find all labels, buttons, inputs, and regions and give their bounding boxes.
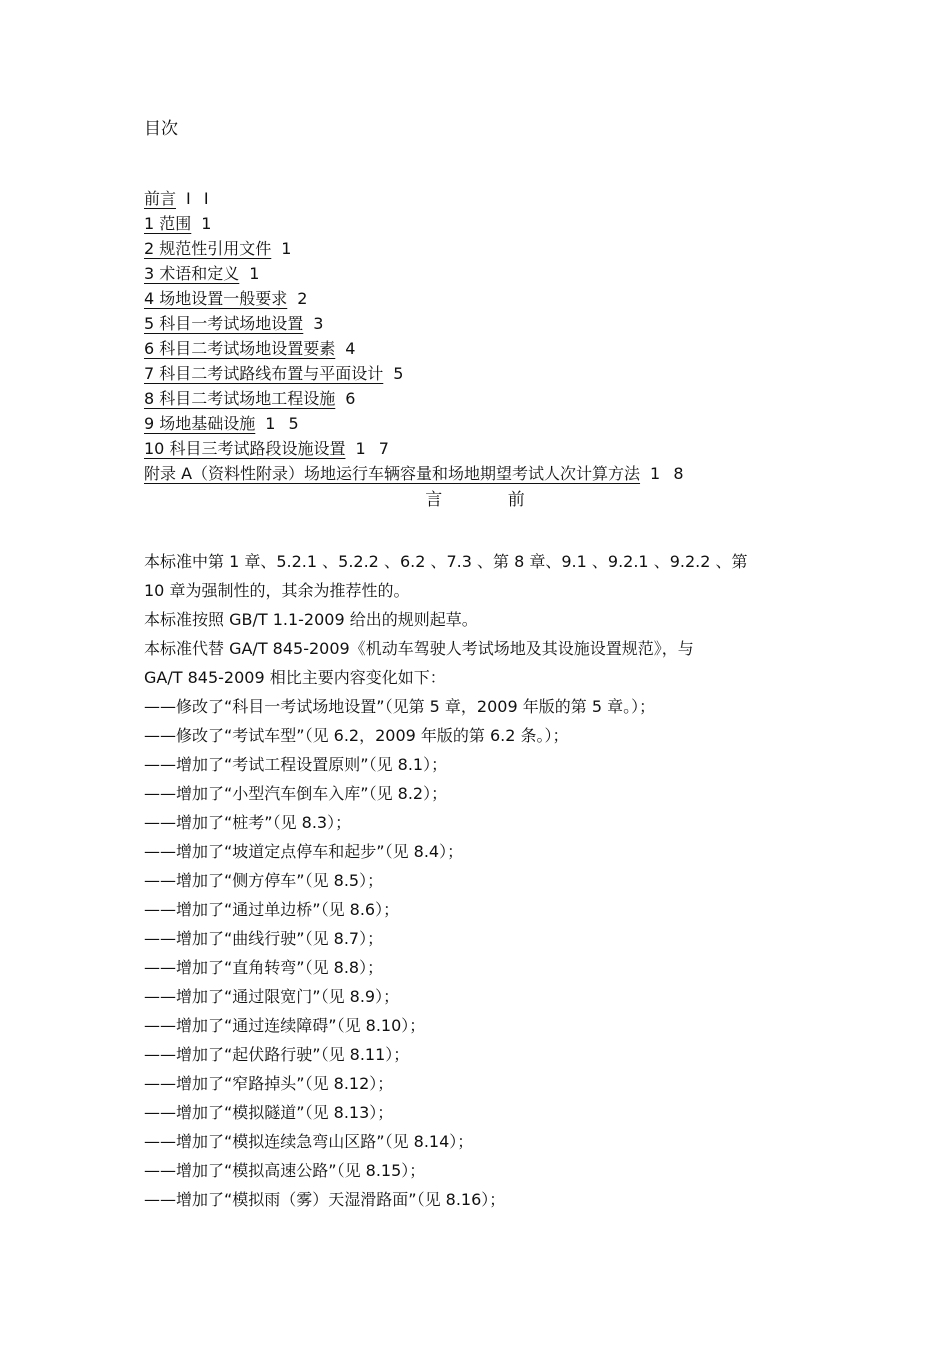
- change-list-item: ——增加了“模拟雨（雾）天湿滑路面”（见 8.16）；: [144, 1190, 506, 1209]
- change-list-item: ——增加了“通过连续障碍”（见 8.10）；: [144, 1016, 426, 1035]
- toc-link-subject-two-elements[interactable]: 6 科目二考试场地设置要素: [144, 339, 336, 358]
- toc-link-normative-references[interactable]: 2 规范性引用文件: [144, 239, 272, 258]
- paragraph-line: 10 章为强制性的，其余为推荐性的。: [144, 581, 410, 600]
- toc-link-subject-three[interactable]: 10 科目三考试路段设施设置: [144, 439, 346, 458]
- toc-link-foreword[interactable]: 前言: [144, 189, 177, 208]
- preface-title: 言 前: [425, 490, 555, 510]
- toc-link-general-requirements[interactable]: 4 场地设置一般要求: [144, 289, 288, 308]
- toc-page-number: 1 8: [650, 464, 688, 483]
- change-list-item: ——增加了“通过限宽门”（见 8.9）；: [144, 987, 400, 1006]
- preface-body: [144, 547, 814, 1214]
- toc-link-infrastructure[interactable]: 9 场地基础设施: [144, 414, 256, 433]
- toc-title: 目次: [144, 119, 178, 139]
- change-list-item: ——增加了“起伏路行驶”（见 8.11）；: [144, 1045, 410, 1064]
- toc-page-number: 1 7: [355, 439, 393, 458]
- toc-page-number: 3: [313, 314, 328, 333]
- paragraph-line: 本标准中第 1 章、5.2.1 、5.2.2 、6.2 、7.3 、第 8 章、9.1 、9.2.1 、9.2.2 、第: [144, 552, 748, 571]
- change-list-item: ——增加了“桩考”（见 8.3）；: [144, 813, 352, 832]
- change-list-item: ——修改了“考试车型”（见 6.2，2009 年版的第 6.2 条。）；: [144, 726, 569, 745]
- toc-link-scope[interactable]: 1 范围: [144, 214, 192, 233]
- change-list-item: ——增加了“小型汽车倒车入库”（见 8.2）；: [144, 784, 448, 803]
- change-list-item: ——增加了“模拟隧道”（见 8.13）；: [144, 1103, 394, 1122]
- toc-item-infrastructure: [144, 411, 688, 436]
- toc-item-appendix-a: [144, 461, 688, 486]
- table-of-contents: [144, 186, 688, 486]
- toc-item-subject-two-elements: [144, 336, 688, 361]
- change-list-item: ——增加了“曲线行驶”（见 8.7）；: [144, 929, 384, 948]
- toc-item-subject-two-route: [144, 361, 688, 386]
- change-list-item: ——增加了“窄路掉头”（见 8.12）；: [144, 1074, 394, 1093]
- toc-link-subject-one[interactable]: 5 科目一考试场地设置: [144, 314, 304, 333]
- toc-link-subject-two-route[interactable]: 7 科目二考试路线布置与平面设计: [144, 364, 384, 383]
- toc-page-number: 5: [393, 364, 408, 383]
- change-list-item: ——增加了“直角转弯”（见 8.8）；: [144, 958, 384, 977]
- paragraph-line: GA/T 845-2009 相比主要内容变化如下：: [144, 668, 446, 687]
- paragraph-line: 本标准按照 GB/T 1.1-2009 给出的规则起草。: [144, 610, 478, 629]
- toc-link-appendix-a[interactable]: 附录 A（资料性附录）场地运行车辆容量和场地期望考试人次计算方法: [144, 464, 641, 483]
- toc-page-number: 1 5: [265, 414, 303, 433]
- toc-link-terms-definitions[interactable]: 3 术语和定义: [144, 264, 240, 283]
- toc-page-number: 1: [249, 264, 264, 283]
- toc-item-terms-definitions: [144, 261, 688, 286]
- toc-link-subject-two-facilities[interactable]: 8 科目二考试场地工程设施: [144, 389, 336, 408]
- change-list-item: ——增加了“模拟连续急弯山区路”（见 8.14）；: [144, 1132, 474, 1151]
- toc-page-number: 2: [297, 289, 312, 308]
- change-list-item: ——增加了“考试工程设置原则”（见 8.1）；: [144, 755, 448, 774]
- toc-item-scope: [144, 211, 688, 236]
- change-list-item: ——增加了“坡道定点停车和起步”（见 8.4）；: [144, 842, 464, 861]
- toc-item-normative-references: [144, 236, 688, 261]
- toc-page-number: 6: [345, 389, 360, 408]
- paragraph-line: 本标准代替 GA/T 845-2009《机动车驾驶人考试场地及其设施设置规范》，与: [144, 639, 694, 658]
- toc-page-number: 1: [201, 214, 216, 233]
- toc-item-subject-two-facilities: [144, 386, 688, 411]
- toc-item-subject-one: [144, 311, 688, 336]
- change-list-item: ——修改了“科目一考试场地设置”（见第 5 章，2009 年版的第 5 章。）；: [144, 697, 656, 716]
- toc-page-number: 4: [345, 339, 360, 358]
- toc-page-number: I I: [186, 189, 213, 208]
- change-list-item: ——增加了“模拟高速公路”（见 8.15）；: [144, 1161, 426, 1180]
- toc-page-number: 1: [281, 239, 296, 258]
- toc-item-general-requirements: [144, 286, 688, 311]
- change-list-item: ——增加了“侧方停车”（见 8.5）；: [144, 871, 384, 890]
- toc-item-foreword: [144, 186, 688, 211]
- change-list-item: ——增加了“通过单边桥”（见 8.6）；: [144, 900, 400, 919]
- toc-item-subject-three: [144, 436, 688, 461]
